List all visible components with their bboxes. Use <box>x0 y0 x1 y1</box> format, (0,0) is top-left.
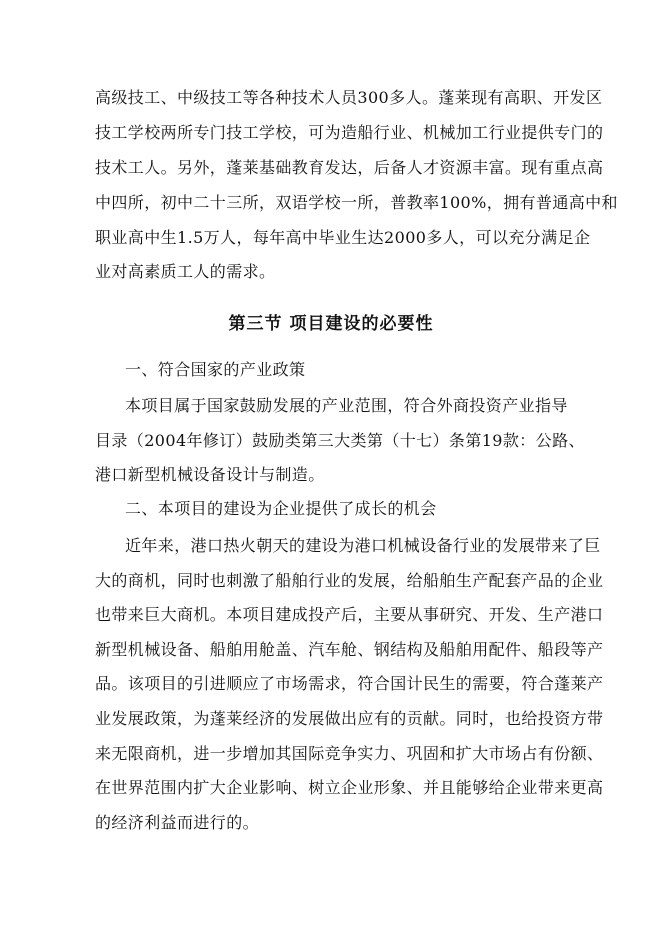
paragraph-1-line-3: 技术工人。另外，蓬莱基础教育发达，后备人才资源丰富。现有重点高 <box>95 158 604 177</box>
item-1-heading: 一、符合国家的产业政策 <box>125 360 306 379</box>
paragraph-3-line-4: 新型机械设备、船舶用舱盖、汽车舱、钢结构及船舶用配件、船段等产 <box>95 640 604 659</box>
section-title: 第三节 项目建设的必要性 <box>228 314 434 334</box>
paragraph-3-line-3: 也带来巨大商机。本项目建成投产后，主要从事研究、开发、生产港口 <box>95 605 604 624</box>
paragraph-1-line-4: 中四所，初中二十三所，双语学校一所，普教率100%，拥有普通高中和 <box>95 193 618 212</box>
paragraph-1-line-5: 职业高中生1.5万人，每年高中毕业生达2000多人，可以充分满足企 <box>95 228 591 247</box>
paragraph-3-line-2: 大的商机，同时也刺激了船舶行业的发展，给船舶生产配套产品的企业 <box>95 571 604 590</box>
paragraph-2-line-2: 目录（2004年修订）鼓励类第三大类第（十七）条第19款：公路、 <box>95 431 585 450</box>
paragraph-3-line-6: 业发展政策，为蓬莱经济的发展做出应有的贡献。同时，也给投资方带 <box>95 709 604 728</box>
paragraph-1-line-6: 业对高素质工人的需求。 <box>95 262 276 281</box>
paragraph-3-line-9: 的经济利益而进行的。 <box>95 813 260 832</box>
paragraph-3-line-8: 在世界范围内扩大企业影响、树立企业形象、并且能够给企业带来更高 <box>95 778 604 797</box>
paragraph-2-line-3: 港口新型机械设备设计与制造。 <box>95 465 325 484</box>
paragraph-3-line-1: 近年来，港口热火朝天的建设为港口机械设备行业的发展带来了巨 <box>125 536 601 555</box>
paragraph-2-line-1: 本项目属于国家鼓励发展的产业范围，符合外商投资产业指导 <box>125 396 568 415</box>
paragraph-1-line-1: 高级技工、中级技工等各种技术人员300多人。蓬莱现有高职、开发区 <box>95 88 603 107</box>
item-2-heading: 二、本项目的建设为企业提供了成长的机会 <box>125 499 437 518</box>
paragraph-3-line-5: 品。该项目的引进顺应了市场需求，符合国计民生的需要，符合蓬莱产 <box>95 674 604 693</box>
paragraph-3-line-7: 来无限商机，进一步增加其国际竞争实力、巩固和扩大市场占有份额、 <box>95 744 604 763</box>
paragraph-1-line-2: 技工学校两所专门技工学校，可为造船行业、机械加工行业提供专门的 <box>95 123 604 142</box>
